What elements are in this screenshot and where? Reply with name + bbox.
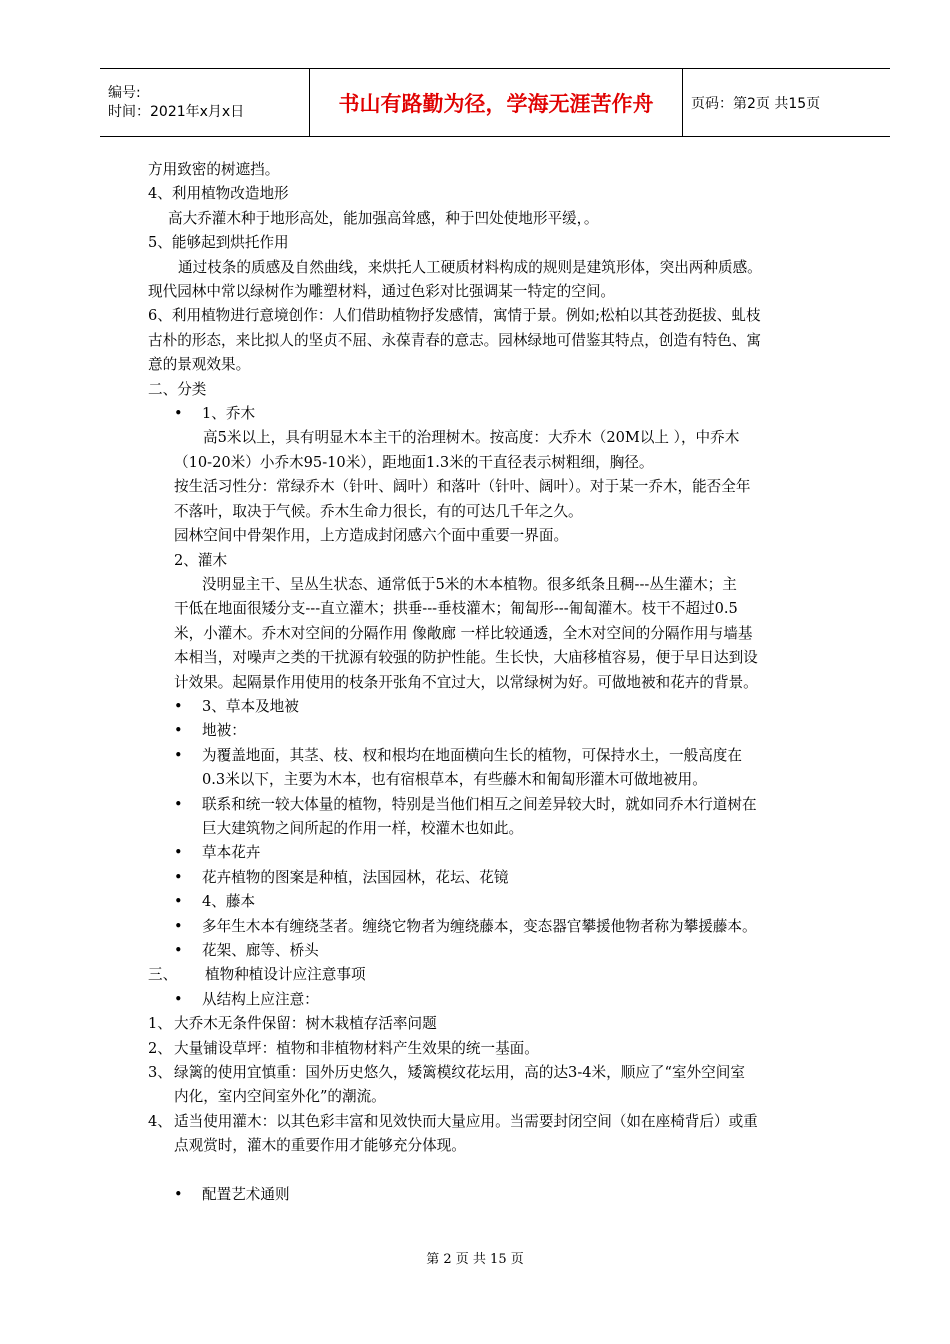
bullet-item xyxy=(148,695,858,719)
header-motto: 书山有路勤为径，学海无涯苦作舟 xyxy=(338,91,654,116)
bullet-item xyxy=(148,939,858,963)
bullet-text: 花卉植物的图案是种植，法国园林，花坛、花镜 xyxy=(202,868,509,886)
item-number: 4、 xyxy=(148,1112,172,1130)
bullet-icon: • xyxy=(174,844,183,862)
subsection-heading: 1、乔木 xyxy=(202,405,256,423)
paragraph-line: 意的景观效果。 xyxy=(148,356,251,374)
bullet-icon: • xyxy=(174,868,183,886)
bullet-icon: • xyxy=(174,917,183,935)
paragraph-line: 干低在地面很矮分支---直立灌木；拱垂---垂枝灌木；匍匐形---匍匐灌木。枝干不超过0.5 xyxy=(174,600,738,618)
document-number-label: 编号: xyxy=(108,84,141,101)
bullet-text: 多年生木本有缠绕茎者。缠绕它物者为缠绕藤本，变态器官攀援他物者称为攀援藤本。 xyxy=(202,917,757,935)
bullet-item xyxy=(148,890,858,914)
bullet-icon: • xyxy=(174,1185,183,1203)
item-number: 3、 xyxy=(148,1064,172,1082)
bullet-icon: • xyxy=(174,795,183,813)
page-footer: 第 2 页 共 15 页 xyxy=(426,1252,524,1267)
paragraph-line: 6、利用植物进行意境创作：人们借助植物抒发感情，寓情于景。例如;松柏以其苍劲挺拔、虬枝 xyxy=(148,307,761,325)
header-meta-cell xyxy=(100,69,310,136)
paragraph-line: 古朴的形态，来比拟人的坚贞不屈、永葆青春的意志。园林绿地可借鉴其特点，创造有特色、寓 xyxy=(148,331,761,349)
paragraph-line: 高5米以上，具有明显木本主干的治理树木。按高度：大乔木（20M以上 ），中乔木 xyxy=(203,429,740,447)
bullet-item xyxy=(148,988,858,1012)
bullet-item xyxy=(148,793,858,817)
paragraph-line: 本相当，对噪声之类的干扰源有较强的防护性能。生长快，大庙移植容易，便于早日达到设 xyxy=(174,649,758,667)
paragraph-line: 计效果。起隔景作用使用的枝条开张角不宜过大，以常绿树为好。可做地被和花卉的背景。 xyxy=(174,673,758,691)
paragraph-line: 现代园林中常以绿树作为雕塑材料，通过色彩对比强调某一特定的空间。 xyxy=(148,283,616,301)
bullet-continuation: 巨大建筑物之间所起的作用一样，校灌木也如此。 xyxy=(202,819,524,837)
subsection-heading: 2、灌木 xyxy=(174,551,228,569)
chapter-heading: 二、分类 xyxy=(148,380,207,398)
bullet-item xyxy=(148,915,858,939)
item-text: 适当使用灌木：以其色彩丰富和见效快而大量应用。当需要封闭空间（如在座椅背后）或重 xyxy=(174,1112,758,1130)
subsection-heading: 3、草本及地被 xyxy=(202,697,299,715)
bullet-text: 从结构上应注意： xyxy=(202,990,319,1008)
numbered-item xyxy=(148,1037,858,1061)
paragraph-line: 园林空间中骨架作用，上方造成封闭感六个面中重要一界面。 xyxy=(174,527,569,545)
paragraph-line: 通过枝条的质感及自然曲线，来烘托人工硬质材料构成的规则是建筑形体，突出两种质感。 xyxy=(178,258,762,276)
bullet-icon: • xyxy=(174,893,183,911)
header-page-cell xyxy=(683,69,890,136)
bullet-icon: • xyxy=(174,746,183,764)
item-text: 大量铺设草坪：植物和非植物材料产生效果的统一基面。 xyxy=(174,1039,539,1057)
item-continuation: 点观赏时，灌木的重要作用才能够充分体现。 xyxy=(174,1137,466,1155)
bullet-icon: • xyxy=(174,722,183,740)
subsection-heading: 配置艺术通则 xyxy=(202,1185,290,1203)
bullet-item xyxy=(148,841,858,865)
bullet-continuation: 0.3米以下，主要为木本，也有宿根草本，有些藤木和匍匐形灌木可做地被用。 xyxy=(202,771,707,789)
paragraph-line: 没明显主干、呈丛生状态、通常低于5米的木本植物。很多纸条且稠---丛生灌木；主 xyxy=(202,575,737,593)
paragraph-line: 米，小灌木。乔木对空间的分隔作用 像敞廊 一样比较通透，全木对空间的分隔作用与墙基 xyxy=(174,624,753,642)
bullet-item xyxy=(148,719,858,743)
bullet-icon: • xyxy=(174,405,183,423)
bullet-icon: • xyxy=(174,942,183,959)
bullet-text: 花架、廊等、桥头 xyxy=(202,942,319,959)
paragraph-line: （10-20米）小乔木95-10米），距地面1.3米的干直径表示树粗细，胸径。 xyxy=(174,453,654,471)
subsection-heading: 4、藤本 xyxy=(202,893,256,911)
bullet-item xyxy=(148,402,858,426)
numbered-item xyxy=(148,1012,858,1036)
item-number: 2、 xyxy=(148,1039,172,1057)
bullet-text: 草本花卉 xyxy=(202,844,261,862)
paragraph-line: 方用致密的树遮挡。 xyxy=(148,161,280,178)
bullet-item xyxy=(148,1183,858,1207)
item-text: 绿篱的使用宜慎重：国外历史悠久，矮篱模纹花坛用，高的达3-4米，顺应了“室外空间室 xyxy=(174,1064,745,1082)
chapter-heading: 三、 植物种植设计应注意事项 xyxy=(148,966,366,984)
item-number: 1、 xyxy=(148,1015,172,1033)
bullet-icon: • xyxy=(174,990,183,1008)
document-body xyxy=(148,158,858,1207)
section-heading: 4、利用植物改造地形 xyxy=(148,185,289,203)
document-header xyxy=(100,68,890,137)
paragraph-line: 高大乔灌木种于地形高处，能加强高耸感，种于凹处使地形平缓，。 xyxy=(168,209,599,227)
item-text: 大乔木无条件保留：树木栽植存活率问题 xyxy=(174,1015,437,1033)
bullet-item xyxy=(148,744,858,768)
bullet-text: 地被： xyxy=(202,722,246,740)
numbered-item xyxy=(148,1110,858,1134)
bullet-text: 为覆盖地面，其茎、枝、杈和根均在地面横向生长的植物，可保持水土，一般高度在 xyxy=(202,746,742,764)
spacer xyxy=(148,1159,858,1183)
header-page-label: 页码：第2页 共15页 xyxy=(691,95,821,112)
section-heading: 5、能够起到烘托作用 xyxy=(148,234,289,252)
item-continuation: 内化，室内空间室外化”的潮流。 xyxy=(174,1088,386,1106)
paragraph-line: 不落叶，取决于气候。乔木生命力很长，有的可达几千年之久。 xyxy=(174,502,583,520)
document-time-label: 时间：2021年x月x日 xyxy=(108,103,245,120)
header-motto-cell xyxy=(310,69,683,136)
bullet-item xyxy=(148,866,858,890)
numbered-item xyxy=(148,1061,858,1085)
paragraph-line: 按生活习性分：常绿乔木（针叶、阔叶）和落叶（针叶、阔叶）。对于某一乔木，能否全年 xyxy=(174,478,751,496)
bullet-text: 联系和统一较大体量的植物，特别是当他们相互之间差异较大时，就如同乔木行道树在 xyxy=(202,795,757,813)
bullet-icon: • xyxy=(174,697,183,715)
